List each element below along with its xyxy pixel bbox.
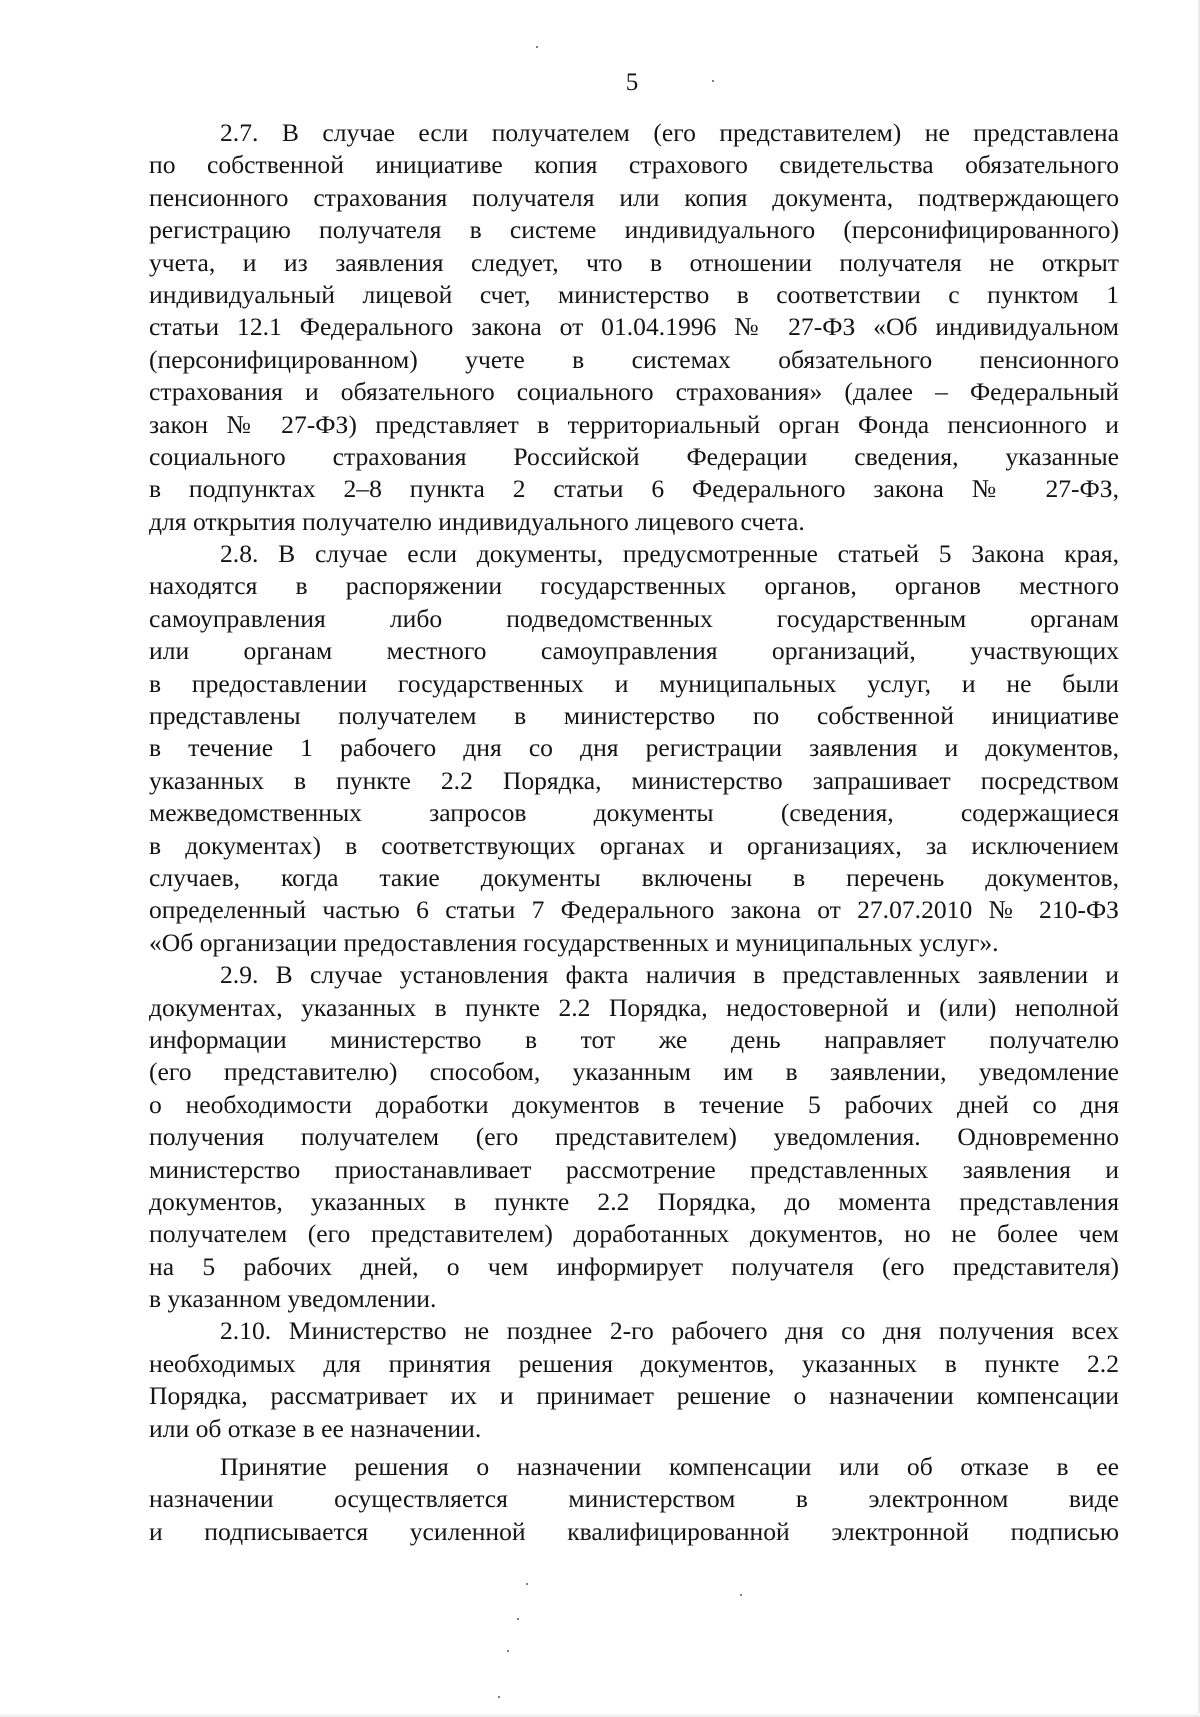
text-line: необходимых для принятия решения документов, указанных в пункте 2.2: [149, 1348, 1119, 1378]
text-line: представлены получателем в министерство по собственной инициативе: [149, 701, 1119, 731]
text-line: в предоставлении государственных и муниципальных услуг, и не были: [149, 668, 1119, 698]
text-line: статьи 12.1 Федерального закона от 01.04.1996 № 27-ФЗ «Об индивидуальном: [149, 312, 1119, 342]
text-line: 2.9. В случае установления факта наличия в представленных заявлении и: [220, 960, 1119, 990]
text-line: Принятие решения о назначении компенсации или об отказе в ее: [220, 1452, 1119, 1482]
paragraph-p2-10: [149, 1315, 1119, 1445]
scan-speck: [712, 80, 714, 82]
text-line: социального страхования Российской Федерации сведения, указанные: [149, 441, 1119, 471]
text-line: получателем (его представителем) доработанных документов, но не более чем: [149, 1219, 1119, 1249]
paragraph-p2-9: [149, 959, 1119, 1315]
text-line: межведомственных запросов документы (сведения, содержащиеся: [149, 798, 1119, 828]
text-line: (его представителю) способом, указанным им в заявлении, уведомление: [149, 1057, 1119, 1087]
scan-speck: [498, 1696, 500, 1698]
text-line: закон № 27-ФЗ) представляет в территориальный орган Фонда пенсионного и: [149, 409, 1119, 439]
text-line: самоуправления либо подведомственных государственным органам: [149, 603, 1119, 633]
text-line: регистрацию получателя в системе индивидуального (персонифицированного): [149, 215, 1119, 245]
text-line: (персонифицированном) учете в системах обязательного пенсионного: [149, 344, 1119, 374]
scan-speck: [526, 1583, 528, 1585]
text-line: в подпунктах 2–8 пункта 2 статьи 6 Федерального закона № 27-ФЗ,: [149, 474, 1119, 504]
text-line: и подписывается усиленной квалифицированной электронной подписью: [149, 1516, 1119, 1546]
scan-edge: [0, 1713, 1200, 1717]
text-line: в документах) в соответствующих органах и организациях, за исключением: [149, 830, 1119, 860]
text-line: или органам местного самоуправления организаций, участвующих: [149, 636, 1119, 666]
text-line: Порядка, рассматривает их и принимает решение о назначении компенсации: [149, 1381, 1119, 1411]
page-number: 5: [625, 69, 639, 96]
text-line: в течение 1 рабочего дня со дня регистрации заявления и документов,: [149, 733, 1119, 763]
text-line: получения получателем (его представителем) уведомления. Одновременно: [149, 1122, 1119, 1152]
text-line: указанных в пункте 2.2 Порядка, министерство запрашивает посредством: [149, 765, 1119, 795]
scan-speck: [517, 1618, 519, 1620]
text-line: индивидуальный лицевой счет, министерство в соответствии с пунктом 1: [149, 279, 1119, 309]
text-line: министерство приостанавливает рассмотрение представленных заявления и: [149, 1154, 1119, 1184]
document-body: [149, 117, 1119, 1548]
text-line: для открытия получателю индивидуального лицевого счета.: [149, 506, 805, 536]
text-line: пенсионного страхования получателя или копия документа, подтверждающего: [149, 182, 1119, 212]
text-line: документах, указанных в пункте 2.2 Порядка, недостоверной и (или) неполной: [149, 992, 1119, 1022]
text-line: учета, и из заявления следует, что в отношении получателя не открыт: [149, 247, 1119, 277]
text-line: на 5 рабочих дней, о чем информирует получателя (его представителя): [149, 1251, 1119, 1281]
text-line: документов, указанных в пункте 2.2 Порядка, до момента представления: [149, 1186, 1119, 1216]
paragraph-p2-7: [149, 117, 1119, 538]
text-line: определенный частью 6 статьи 7 Федерального закона от 27.07.2010 № 210-ФЗ: [149, 895, 1119, 925]
text-line: 2.10. Министерство не позднее 2-го рабочего дня со дня получения всех: [220, 1316, 1119, 1346]
text-line: по собственной инициативе копия страхового свидетельства обязательного: [149, 150, 1119, 180]
scan-speck: [536, 46, 538, 48]
paragraph-p2-10-b: [149, 1451, 1119, 1548]
paragraph-p2-8: [149, 538, 1119, 959]
text-line: находятся в распоряжении государственных органов, органов местного: [149, 571, 1119, 601]
text-line: 2.8. В случае если документы, предусмотренные статьей 5 Закона края,: [220, 539, 1119, 569]
scan-speck: [740, 1594, 742, 1596]
text-line: 2.7. В случае если получателем (его представителем) не представлена: [220, 118, 1119, 147]
text-line: «Об организации предоставления государственных и муниципальных услуг».: [149, 927, 999, 957]
text-line: или об отказе в ее назначении.: [149, 1413, 482, 1443]
scan-speck: [507, 1650, 509, 1652]
text-line: страхования и обязательного социального страхования» (далее – Федеральный: [149, 377, 1119, 407]
text-line: назначении осуществляется министерством в электронном виде: [149, 1484, 1119, 1514]
text-line: о необходимости доработки документов в течение 5 рабочих дней со дня: [149, 1089, 1119, 1119]
text-line: информации министерство в тот же день направляет получателю: [149, 1024, 1119, 1054]
text-line: в указанном уведомлении.: [149, 1284, 437, 1314]
text-line: случаев, когда такие документы включены в перечень документов,: [149, 862, 1119, 892]
